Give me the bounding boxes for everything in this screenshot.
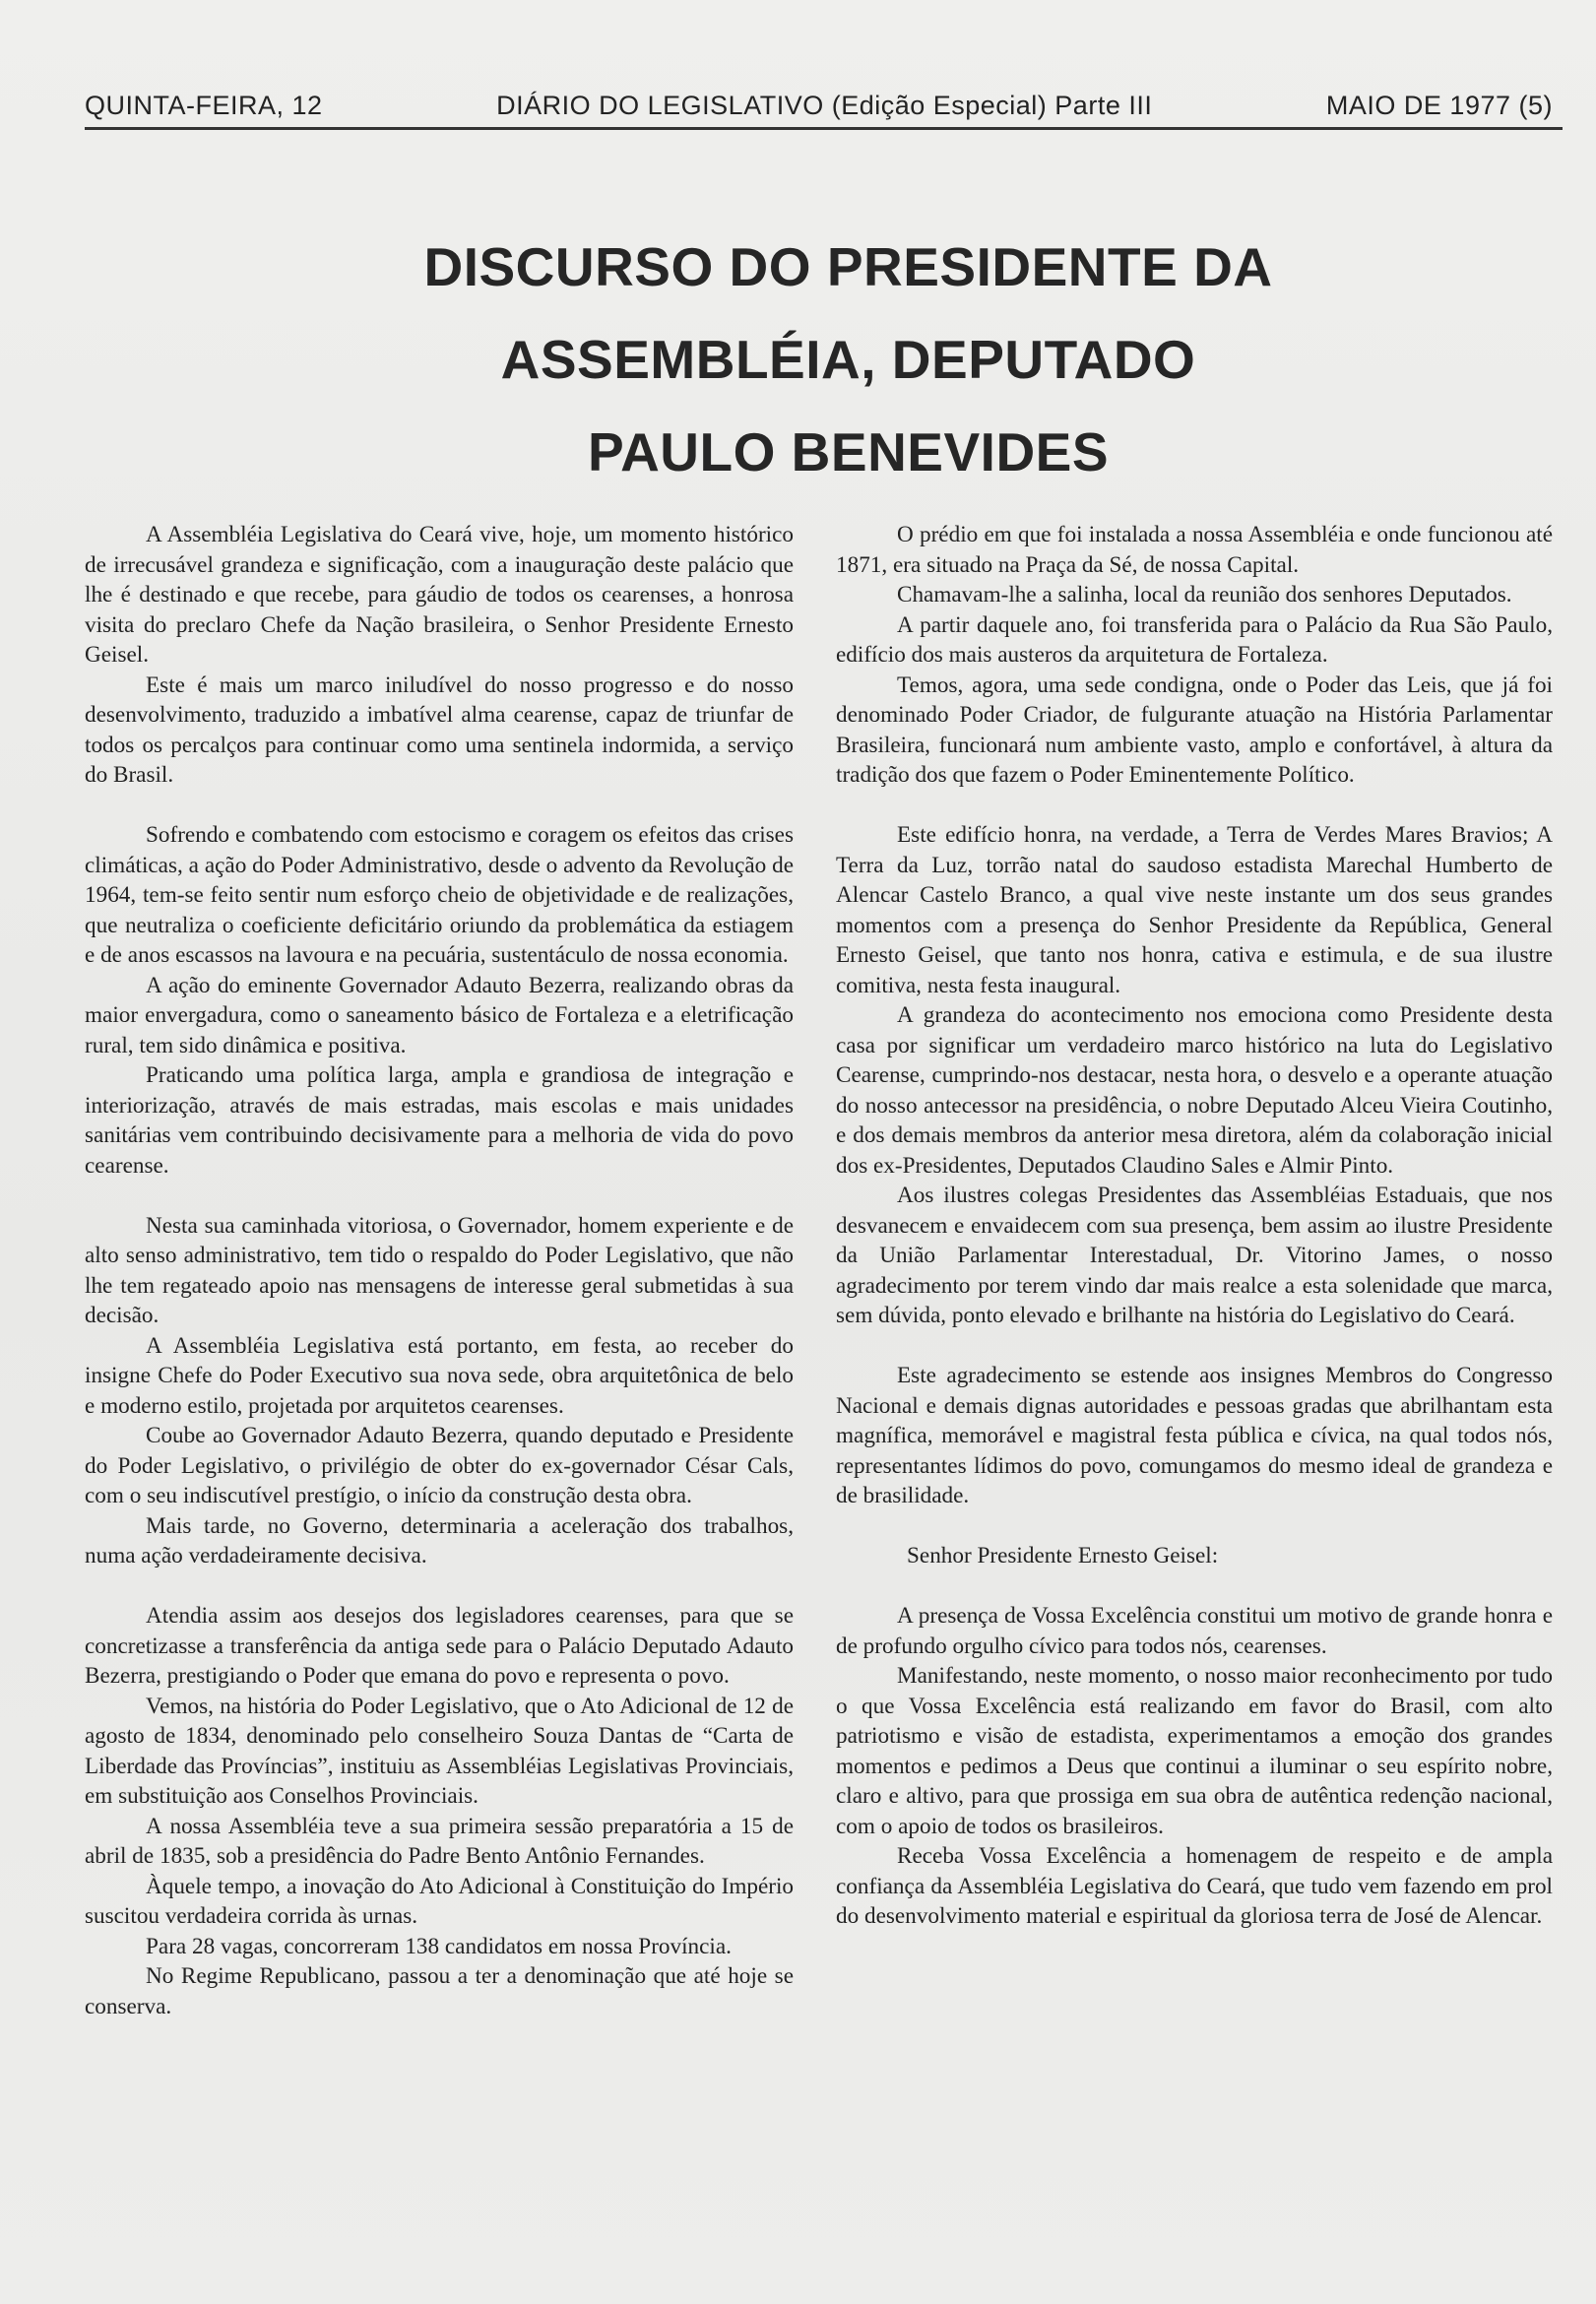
paragraph: Chamavam-lhe a salinha, local da reunião dos senhores Deputados. bbox=[897, 582, 1512, 608]
paragraph: Àquele tempo, a inovação do Ato Adicional à Constituição do Império suscitou verdadeira corrida às urnas. bbox=[85, 1873, 794, 1929]
title-line: PAULO BENEVIDES bbox=[587, 421, 1110, 482]
right-column bbox=[836, 520, 1553, 2021]
header-day: QUINTA-FEIRA, 12 bbox=[85, 91, 323, 120]
header-date-page: MAIO DE 1977 (5) bbox=[1325, 91, 1553, 120]
paragraph: Aos ilustres colegas Presidentes das Assembléias Estaduais, que nos desvanecem e envaidecem com sua presença, bem assim ao ilustre Presidente da União Parlamentar Interestadual, Dr. Vitorino James, o nosso agradecimento por terem vindo dar mais realce a esta solenidade que marca, sem dúvida, ponto elevado e brilhante na história do Legislativo do Ceará. bbox=[836, 1183, 1553, 1328]
paragraph: A Assembléia Legislativa do Ceará vive, hoje, um momento histórico de irrecusável grandeza e significação, com a inauguração deste palácio que lhe é destinado e que recebe, para gáudio de todos os cearenses, a honrosa visita do preclaro Chefe da Nação brasileira, o Senhor Presidente Ernesto Geisel. bbox=[85, 522, 794, 668]
header-publication: DIÁRIO DO LEGISLATIVO (Edição Especial) Parte III bbox=[496, 91, 1153, 120]
paragraph: Mais tarde, no Governo, determinaria a aceleração dos trabalhos, numa ação verdadeiramente decisiva. bbox=[85, 1512, 794, 1568]
paragraph: A Assembléia Legislativa está portanto, em festa, ao receber do insigne Chefe do Poder Executivo sua nova sede, obra arquitetônica de belo e moderno estilo, projetada por arquitetos cearenses. bbox=[85, 1332, 794, 1419]
paragraph: O prédio em que foi instalada a nossa Assembléia e onde funcionou até 1871, era situado na Praça da Sé, de nossa Capital. bbox=[836, 522, 1553, 578]
paragraph: Receba Vossa Excelência a homenagem de respeito e de ampla confiança da Assembléia Legislativa do Ceará, que tudo vem fazendo em prol do desenvolvimento material e espiritual da gloriosa terra de José de Alencar. bbox=[836, 1843, 1553, 1929]
article-title bbox=[173, 221, 1523, 498]
paragraph: Este edifício honra, na verdade, a Terra de Verdes Mares Bravios; A Terra da Luz, torrão natal do saudoso estadista Marechal Humberto de Alencar Castelo Branco, a qual vive neste instante um dos seus grandes momentos com a presença do Senhor Presidente da República, General Ernesto Geisel, que tanto nos honra, cativa e estimula, e de sua ilustre comitiva, nesta festa inaugural. bbox=[836, 822, 1553, 998]
title-line: DISCURSO DO PRESIDENTE DA bbox=[423, 236, 1273, 297]
paragraph: A grandeza do acontecimento nos emociona como Presidente desta casa por significar um verdadeiro marco histórico na luta do Legislativo Cearense, cumprindo-nos destacar, nesta hora, o desvelo e a operante atuação do nosso antecessor na presidência, o nobre Deputado Alceu Vieira Coutinho, e dos demais membros da anterior mesa diretora, além da colaboração inicial dos ex-Presidentes, Deputados Claudino Sales e Almir Pinto. bbox=[836, 1002, 1553, 1179]
paragraph: Praticando uma política larga, ampla e grandiosa de integração e interiorização, através de mais estradas, mais escolas e mais unidades sanitárias vem contribuindo decisivamente para a melhoria de vida do povo cearense. bbox=[85, 1062, 794, 1179]
salutation: Senhor Presidente Ernesto Geisel: bbox=[907, 1543, 1219, 1568]
paragraph: No Regime Republicano, passou a ter a denominação que até hoje se conserva. bbox=[85, 1963, 794, 2019]
paragraph: Vemos, na história do Poder Legislativo, que o Ato Adicional de 12 de agosto de 1834, denominado pelo conselheiro Souza Dantas de “Carta de Liberdade das Províncias”, instituiu as Assembléias Legislativas Provinciais, em substituição aos Conselhos Provinciais. bbox=[85, 1693, 794, 1809]
left-column bbox=[85, 520, 794, 2021]
paragraph: A partir daquele ano, foi transferida para o Palácio da Rua São Paulo, edifício dos mais austeros da arquitetura de Fortaleza. bbox=[836, 611, 1553, 668]
running-header bbox=[85, 91, 1563, 130]
paragraph: Coube ao Governador Adauto Bezerra, quando deputado e Presidente do Poder Legislativo, o privilégio de obter do ex-governador César Cals, com o seu indiscutível prestígio, o início da construção desta obra. bbox=[85, 1423, 794, 1508]
paragraph: A ação do eminente Governador Adauto Bezerra, realizando obras da maior envergadura, como o saneamento básico de Fortaleza e a eletrificação rural, tem sido dinâmica e positiva. bbox=[85, 972, 794, 1058]
article-body bbox=[85, 520, 1563, 2021]
paragraph: Nesta sua caminhada vitoriosa, o Governador, homem experiente e de alto senso administrativo, tem tido o respaldo do Poder Legislativo, que não lhe tem regateado apoio nas mensagens de interesse geral submetidas à sua decisão. bbox=[85, 1212, 794, 1328]
paragraph: Manifestando, neste momento, o nosso maior reconhecimento por tudo o que Vossa Excelência está realizando em favor do Brasil, com alto patriotismo e visão de estadista, experimentamos a emoção dos grandes momentos e pedimos a Deus que continui a iluminar o seu espírito nobre, claro e altivo, para que prossiga em sua obra de autêntica redenção nacional, com o apoio de todos os brasileiros. bbox=[836, 1663, 1553, 1839]
paragraph: Este agradecimento se estende aos insignes Membros do Congresso Nacional e demais dignas autoridades e pessoas gradas que abrilhantam esta magnífica, memorável e magistral festa pública e cívica, na qual todos nós, representantes lídimos do povo, comungamos do mesmo ideal de grandeza e de brasilidade. bbox=[836, 1363, 1553, 1508]
paragraph: Sofrendo e combatendo com estocismo e coragem os efeitos das crises climáticas, a ação do Poder Administrativo, desde o advento da Revolução de 1964, tem-se feito sentir num esforço cheio de objetividade e de realizações, que neutraliza o coeficiente deficitário oriundo da problemática da estiagem e de anos escassos na lavoura e na pecuária, sustentáculo de nossa economia. bbox=[85, 822, 794, 968]
title-line: ASSEMBLÉIA, DEPUTADO bbox=[500, 329, 1196, 390]
paragraph: A presença de Vossa Excelência constitui um motivo de grande honra e de profundo orgulho cívico para todos nós, cearenses. bbox=[836, 1603, 1553, 1659]
paragraph: Temos, agora, uma sede condigna, onde o Poder das Leis, que já foi denominado Poder Criador, de fulgurante atuação na História Parlamentar Brasileira, funcionará num ambiente vasto, amplo e confortável, à altura da tradição dos que fazem o Poder Eminentemente Político. bbox=[836, 672, 1553, 788]
paragraph: A nossa Assembléia teve a sua primeira sessão preparatória a 15 de abril de 1835, sob a presidência do Padre Bento Antônio Fernandes. bbox=[85, 1813, 794, 1869]
paragraph: Atendia assim aos desejos dos legisladores cearenses, para que se concretizasse a transferência da antiga sede para o Palácio Deputado Adauto Bezerra, prestigiando o Poder que emana do povo e representa o povo. bbox=[85, 1603, 794, 1689]
paragraph: Este é mais um marco iniludível do nosso progresso e do nosso desenvolvimento, traduzido a imbatível alma cearense, capaz de triunfar de todos os percalços para continuar como uma sentinela indormida, a serviço do Brasil. bbox=[85, 672, 794, 788]
paragraph: Para 28 vagas, concorreram 138 candidatos em nossa Província. bbox=[146, 1933, 732, 1959]
